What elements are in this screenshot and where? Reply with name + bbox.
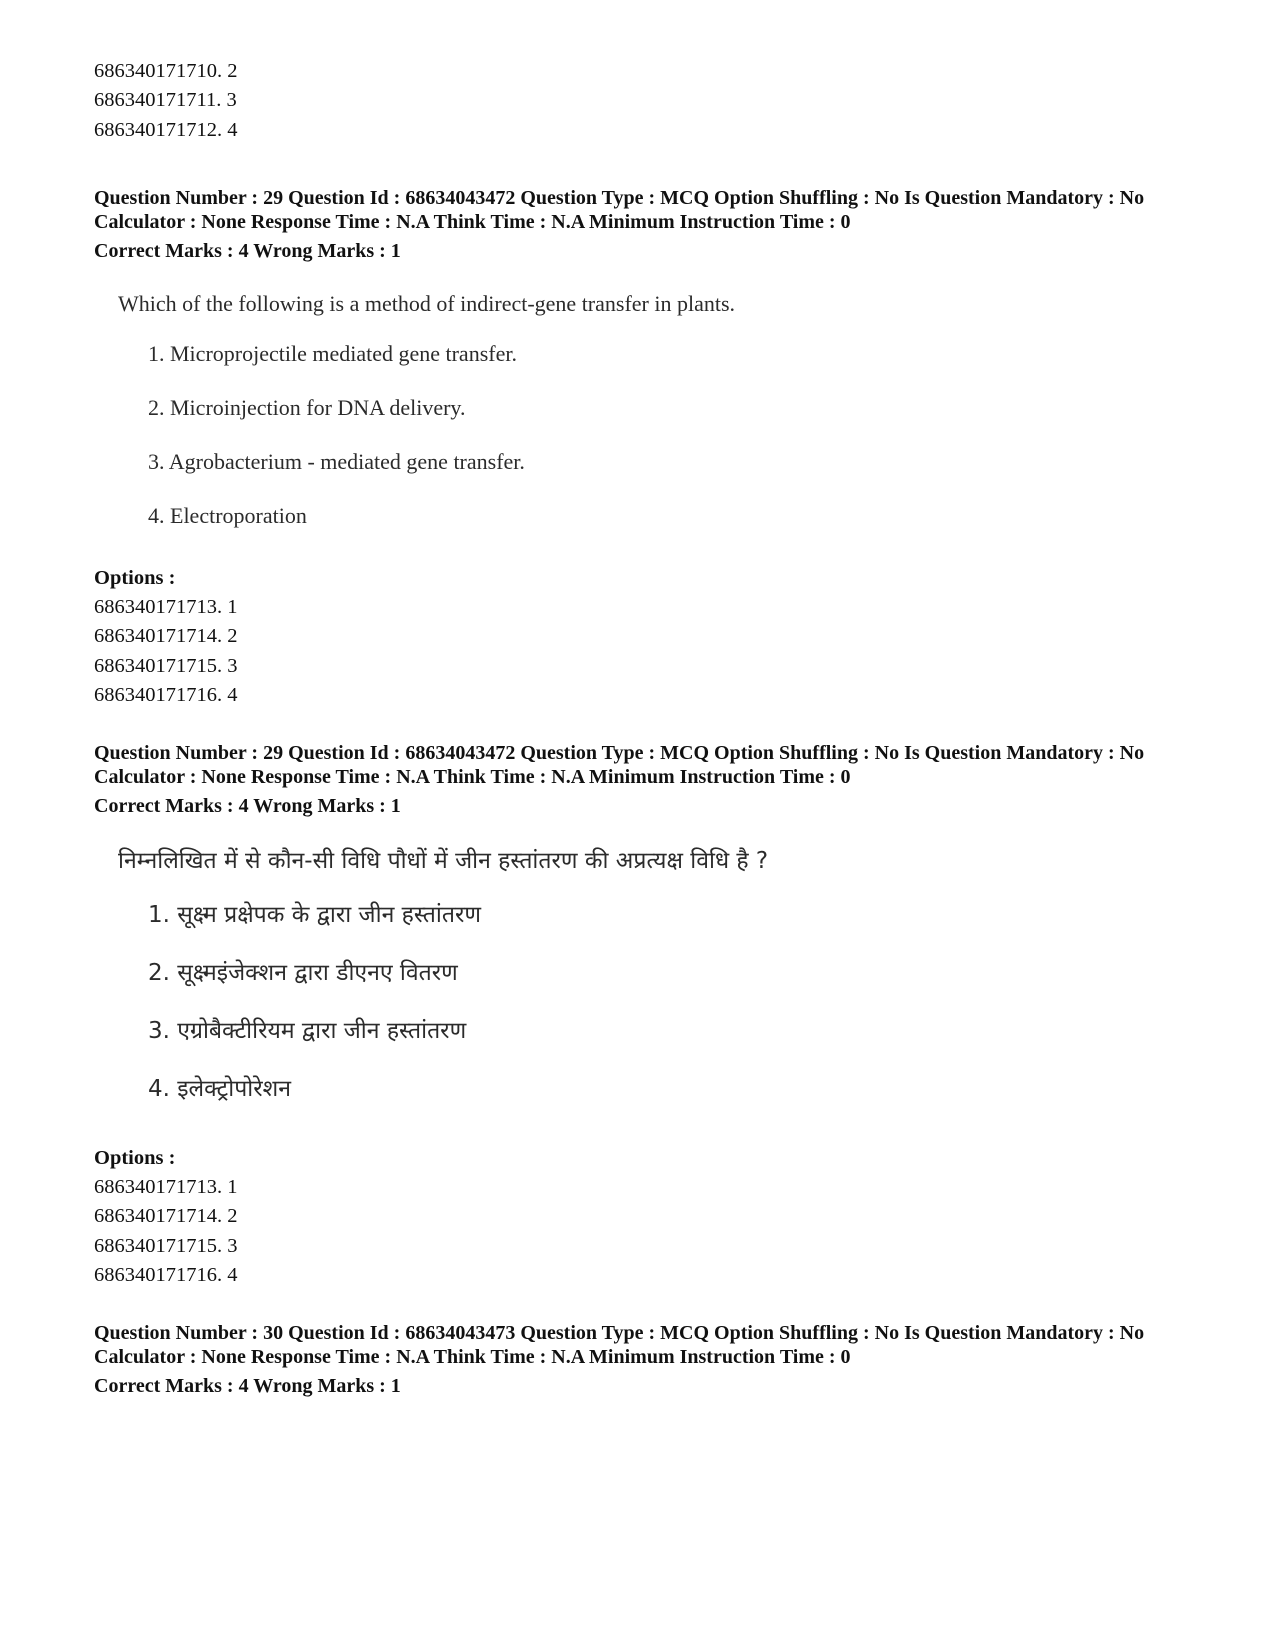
option-line: 686340171713. 1 bbox=[94, 596, 238, 618]
question-29-hi-header bbox=[94, 741, 1214, 818]
choice-item: 3. Agrobacterium - mediated gene transfer. bbox=[148, 449, 525, 474]
choice-item: 3. एग्रोबैक्टीरियम द्वारा जीन हस्तांतरण bbox=[148, 1018, 467, 1044]
option-line: 686340171715. 3 bbox=[94, 654, 238, 677]
choice-item: 1. सूक्ष्म प्रक्षेपक के द्वारा जीन हस्तांतरण bbox=[148, 902, 482, 928]
previous-question-options bbox=[94, 57, 1214, 145]
question-marks: Correct Marks : 4 Wrong Marks : 1 bbox=[94, 240, 401, 262]
choice-item: 1. Microprojectile mediated gene transfer. bbox=[148, 341, 517, 366]
option-line: 686340171713. 1 bbox=[94, 1176, 238, 1198]
question-29-en-options bbox=[94, 564, 1214, 711]
question-29-hi-body bbox=[118, 844, 768, 1106]
question-29-en-header bbox=[94, 186, 1214, 263]
question-30-header bbox=[94, 1321, 1214, 1398]
question-29-hi-options bbox=[94, 1144, 1214, 1291]
question-stem: निम्नलिखित में से कौन-सी विधि पौधों में जीन हस्तांतरण की अप्रत्यक्ष विधि है ? bbox=[118, 848, 769, 874]
option-line: 686340171716. 4 bbox=[94, 1264, 238, 1287]
option-line: 686340171716. 4 bbox=[94, 684, 238, 707]
choice-item: 4. Electroporation bbox=[148, 503, 307, 528]
option-line: 686340171710. 2 bbox=[94, 60, 238, 82]
option-line: 686340171714. 2 bbox=[94, 625, 238, 648]
option-line: 686340171712. 4 bbox=[94, 118, 238, 141]
choice-list bbox=[118, 339, 735, 531]
question-meta: Question Number : 29 Question Id : 68634043472 Question Type : MCQ Option Shuffling : No Is Question Mandatory : No Calculator : None Response Time : N.A Think Time : N.A Minimum Instruction Time : 0 bbox=[94, 187, 1145, 233]
question-marks: Correct Marks : 4 Wrong Marks : 1 bbox=[94, 1375, 401, 1397]
option-line: 686340171711. 3 bbox=[94, 89, 237, 112]
options-label: Options : bbox=[94, 567, 176, 589]
option-line: 686340171715. 3 bbox=[94, 1234, 238, 1257]
option-line: 686340171714. 2 bbox=[94, 1205, 238, 1228]
question-stem: Which of the following is a method of indirect-gene transfer in plants. bbox=[118, 291, 736, 316]
options-label: Options : bbox=[94, 1147, 176, 1169]
choice-item: 2. सूक्ष्मइंजेक्शन द्वारा डीएनए वितरण bbox=[148, 960, 458, 986]
question-marks: Correct Marks : 4 Wrong Marks : 1 bbox=[94, 795, 401, 817]
question-29-en-body bbox=[118, 289, 735, 531]
choice-item: 2. Microinjection for DNA delivery. bbox=[148, 395, 466, 420]
choice-item: 4. इलेक्ट्रोपोरेशन bbox=[148, 1076, 292, 1102]
choice-list bbox=[118, 898, 768, 1106]
question-meta: Question Number : 30 Question Id : 68634043473 Question Type : MCQ Option Shuffling : No Is Question Mandatory : No Calculator : None Response Time : N.A Think Time : N.A Minimum Instruction Time : 0 bbox=[94, 1322, 1145, 1368]
question-meta: Question Number : 29 Question Id : 68634043472 Question Type : MCQ Option Shuffling : No Is Question Mandatory : No Calculator : None Response Time : N.A Think Time : N.A Minimum Instruction Time : 0 bbox=[94, 742, 1145, 788]
